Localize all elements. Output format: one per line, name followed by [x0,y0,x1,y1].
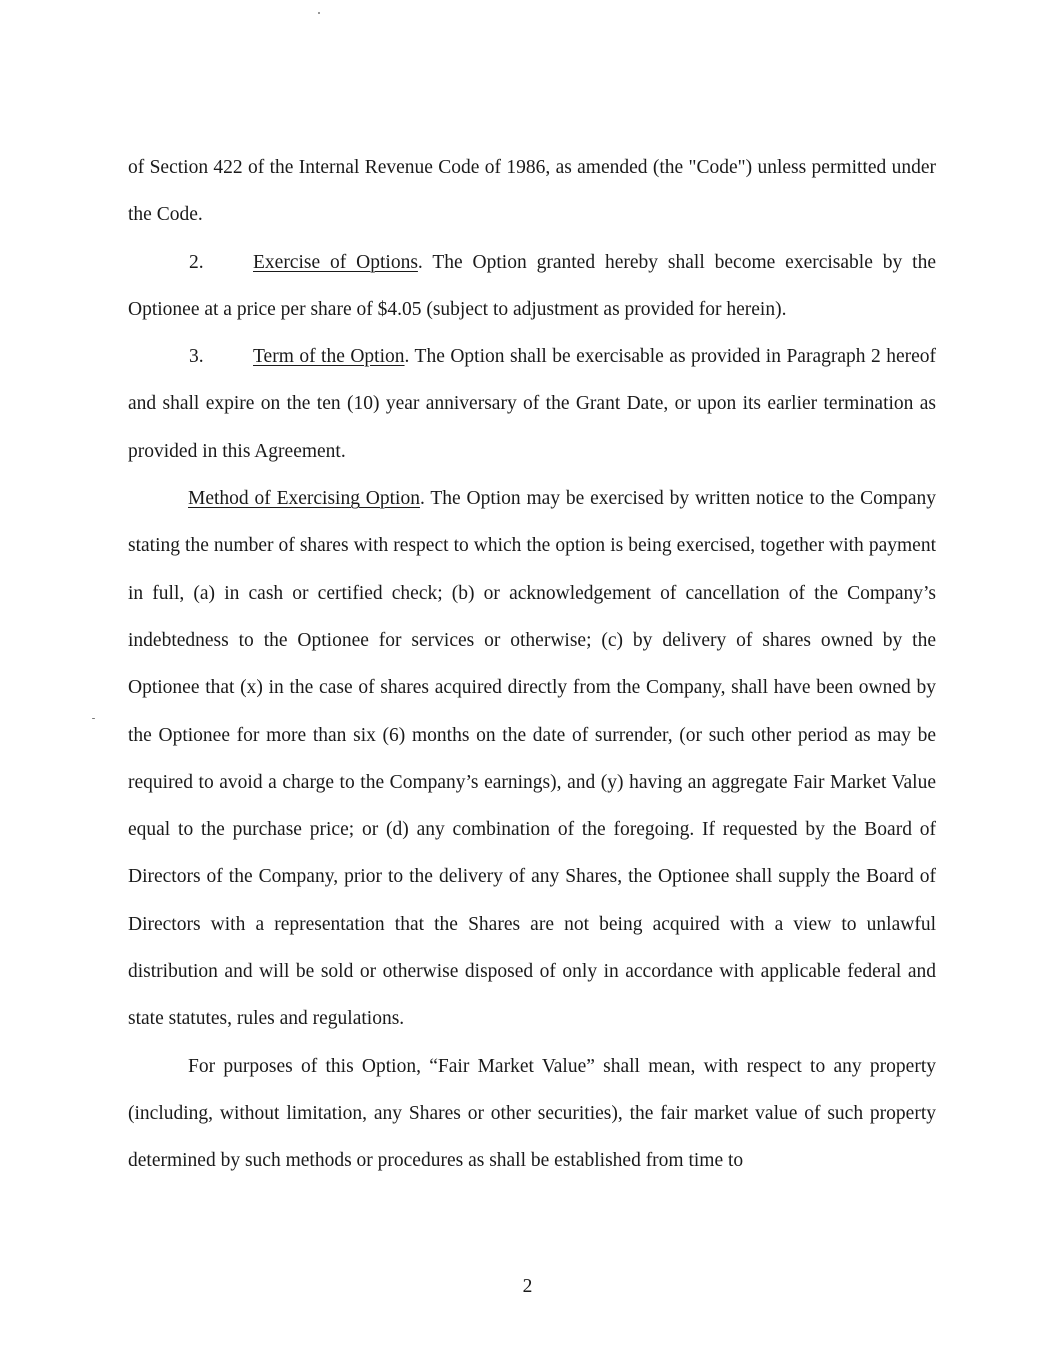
paragraph-number: 3. [189,346,204,368]
paragraph-term-of-the-option [128,333,936,475]
paragraph-number: 2. [189,251,204,273]
section-heading-term-of-the-option: Term of the Option [253,346,405,368]
paragraph-method-of-exercising-option [128,475,936,1043]
paragraph-exercise-of-options [128,239,936,334]
paragraph-text: . The Option shall be exercisable as provided in Paragraph 2 hereof and shall expire on the ten (10) year anniversary of the Grant Date, or upon its earlier termination as provided in this Agreement. [128,346,936,462]
scan-speck-margin [92,718,95,719]
section-heading-method-of-exercising-option: Method of Exercising Option [188,488,420,510]
paragraph-fair-market-value: For purposes of this Option, “Fair Market Value” shall mean, with respect to any property (including, without limitation, any Shares or other securities), the fair market value of such property determined by such methods or procedures as shall be established from time to [128,1055,936,1172]
document-body [128,144,936,1185]
page-number: 2 [522,1276,533,1297]
paragraph-continuation: of Section 422 of the Internal Revenue Code of 1986, as amended (the "Code") unless permitted under the Code. [128,157,936,226]
paragraph-text: . The Option granted hereby shall become exercisable by the Optionee at a price per share of $4.05 (subject to adjustment as provided for herein). [128,251,936,320]
paragraph-text: . The Option may be exercised by written notice to the Company stating the number of shares with respect to which the option is being exercised, together with payment in full, (a) in cash or certified check; (b) or acknowledgement of cancellation of the Company’s indebtedness to the Optionee for services or otherwise; (c) by delivery of shares owned by the Optionee that (x) in the case of shares acquired directly from the Company, shall have been owned by the Optionee for more than six (6) months on the date of surrender, (or such other period as may be required to avoid a charge to the Company’s earnings), and (y) having an aggregate Fair Market Value equal to the purchase price; or (d) any combination of the foregoing. If requested by the Board of Directors of the Company, prior to the delivery of any Shares, the Optionee shall supply the Board of Directors with a representation that the Shares are not being acquired with a view to unlawful distribution and will be sold or otherwise disposed of only in accordance with applicable federal and state statutes, rules and regulations. [128,488,936,1030]
section-heading-exercise-of-options: Exercise of Options [253,251,418,273]
scan-speck-top [318,12,320,14]
